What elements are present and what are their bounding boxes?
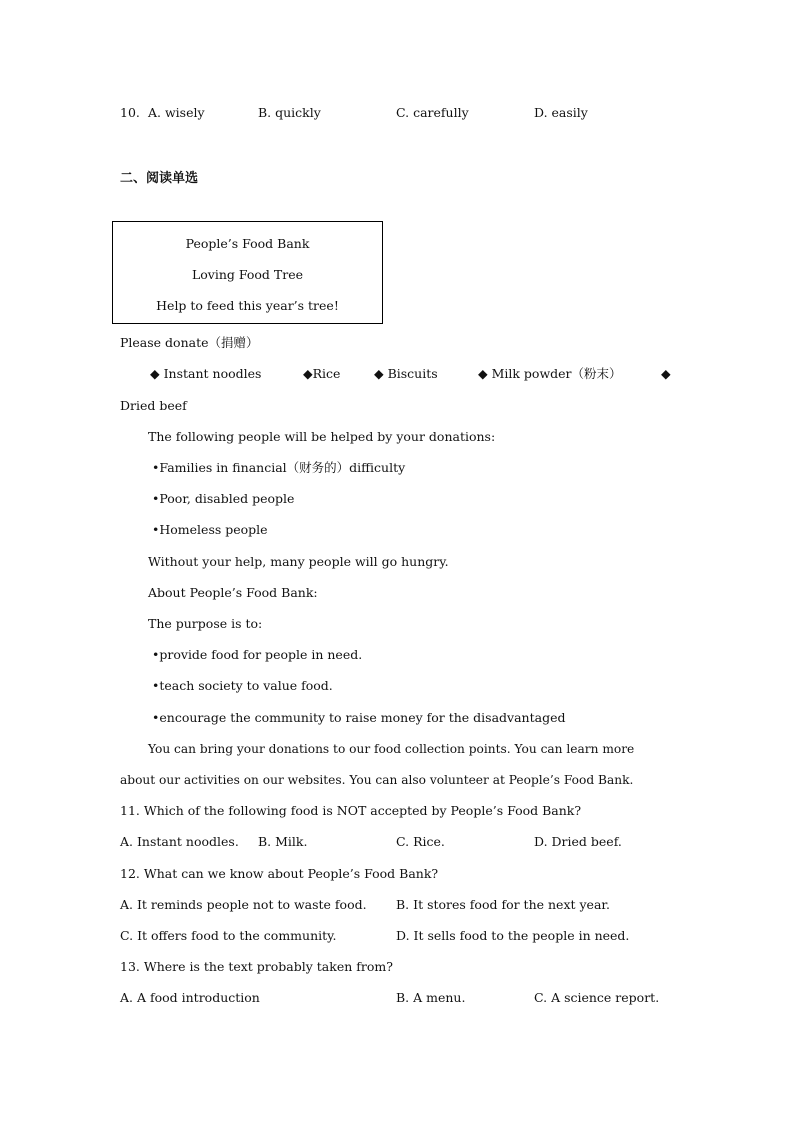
notice-subtitle: Loving Food Tree <box>191 267 304 282</box>
helped-bullet: •Homeless people <box>152 522 268 537</box>
question-option: A. A food introduction <box>120 990 260 1005</box>
about-bullet: •teach society to value food. <box>152 678 333 693</box>
question-option: C. It offers food to the community. <box>120 928 337 943</box>
notice-slogan: Help to feed this year’s tree! <box>156 298 339 313</box>
question-10-number: 10. <box>120 105 140 120</box>
notice-title: People’s Food Bank <box>185 236 310 251</box>
helped-bullet: •Poor, disabled people <box>152 491 295 506</box>
donate-item: ◆ <box>661 366 671 381</box>
question-10-option-c: C. carefully <box>396 105 469 120</box>
helped-intro: The following people will be helped by your donations: <box>148 429 496 444</box>
question-option: A. It reminds people not to waste food. <box>120 897 367 912</box>
question-12-stem: 12. What can we know about People’s Food Bank? <box>120 866 439 881</box>
helped-bullet: •Families in financial（财务的）difficulty <box>152 460 406 475</box>
question-option: A. Instant noodles. <box>120 834 239 849</box>
question-10-option-d: D. easily <box>534 105 588 120</box>
question-option: D. Dried beef. <box>534 834 622 849</box>
question-option: B. A menu. <box>396 990 466 1005</box>
question-option: B. It stores food for the next year. <box>396 897 610 912</box>
about-paragraph-line: about our activities on our websites. You can also volunteer at People’s Food Bank. <box>120 773 634 787</box>
question-10-option-a: A. wisely <box>148 105 205 120</box>
about-paragraph-line: You can bring your donations to our food collection points. You can learn more <box>148 742 635 756</box>
donate-last-item: Dried beef <box>120 398 187 413</box>
question-option: C. Rice. <box>396 834 445 849</box>
about-heading: About People’s Food Bank: <box>148 585 318 600</box>
question-10-option-b: B. quickly <box>258 105 321 120</box>
donate-item: ◆ Milk powder（粉末） <box>478 366 622 381</box>
section-heading: 二、阅读单选 <box>120 171 199 186</box>
helped-warning: Without your help, many people will go hungry. <box>148 554 449 569</box>
about-purpose: The purpose is to: <box>148 616 263 631</box>
about-bullet: •provide food for people in need. <box>152 647 363 662</box>
donate-item: ◆Rice <box>303 366 341 381</box>
question-option: D. It sells food to the people in need. <box>396 928 630 943</box>
about-bullet: •encourage the community to raise money for the disadvantaged <box>152 710 566 725</box>
donate-item: ◆ Biscuits <box>374 366 438 381</box>
notice-box <box>112 221 383 324</box>
question-option: B. Milk. <box>258 834 308 849</box>
question-13-stem: 13. Where is the text probably taken from? <box>120 959 393 974</box>
question-11-stem: 11. Which of the following food is NOT accepted by People’s Food Bank? <box>120 803 582 818</box>
donate-item: ◆ Instant noodles <box>150 366 262 381</box>
question-option: C. A science report. <box>534 990 660 1005</box>
donate-intro: Please donate（捐赠） <box>120 335 259 350</box>
